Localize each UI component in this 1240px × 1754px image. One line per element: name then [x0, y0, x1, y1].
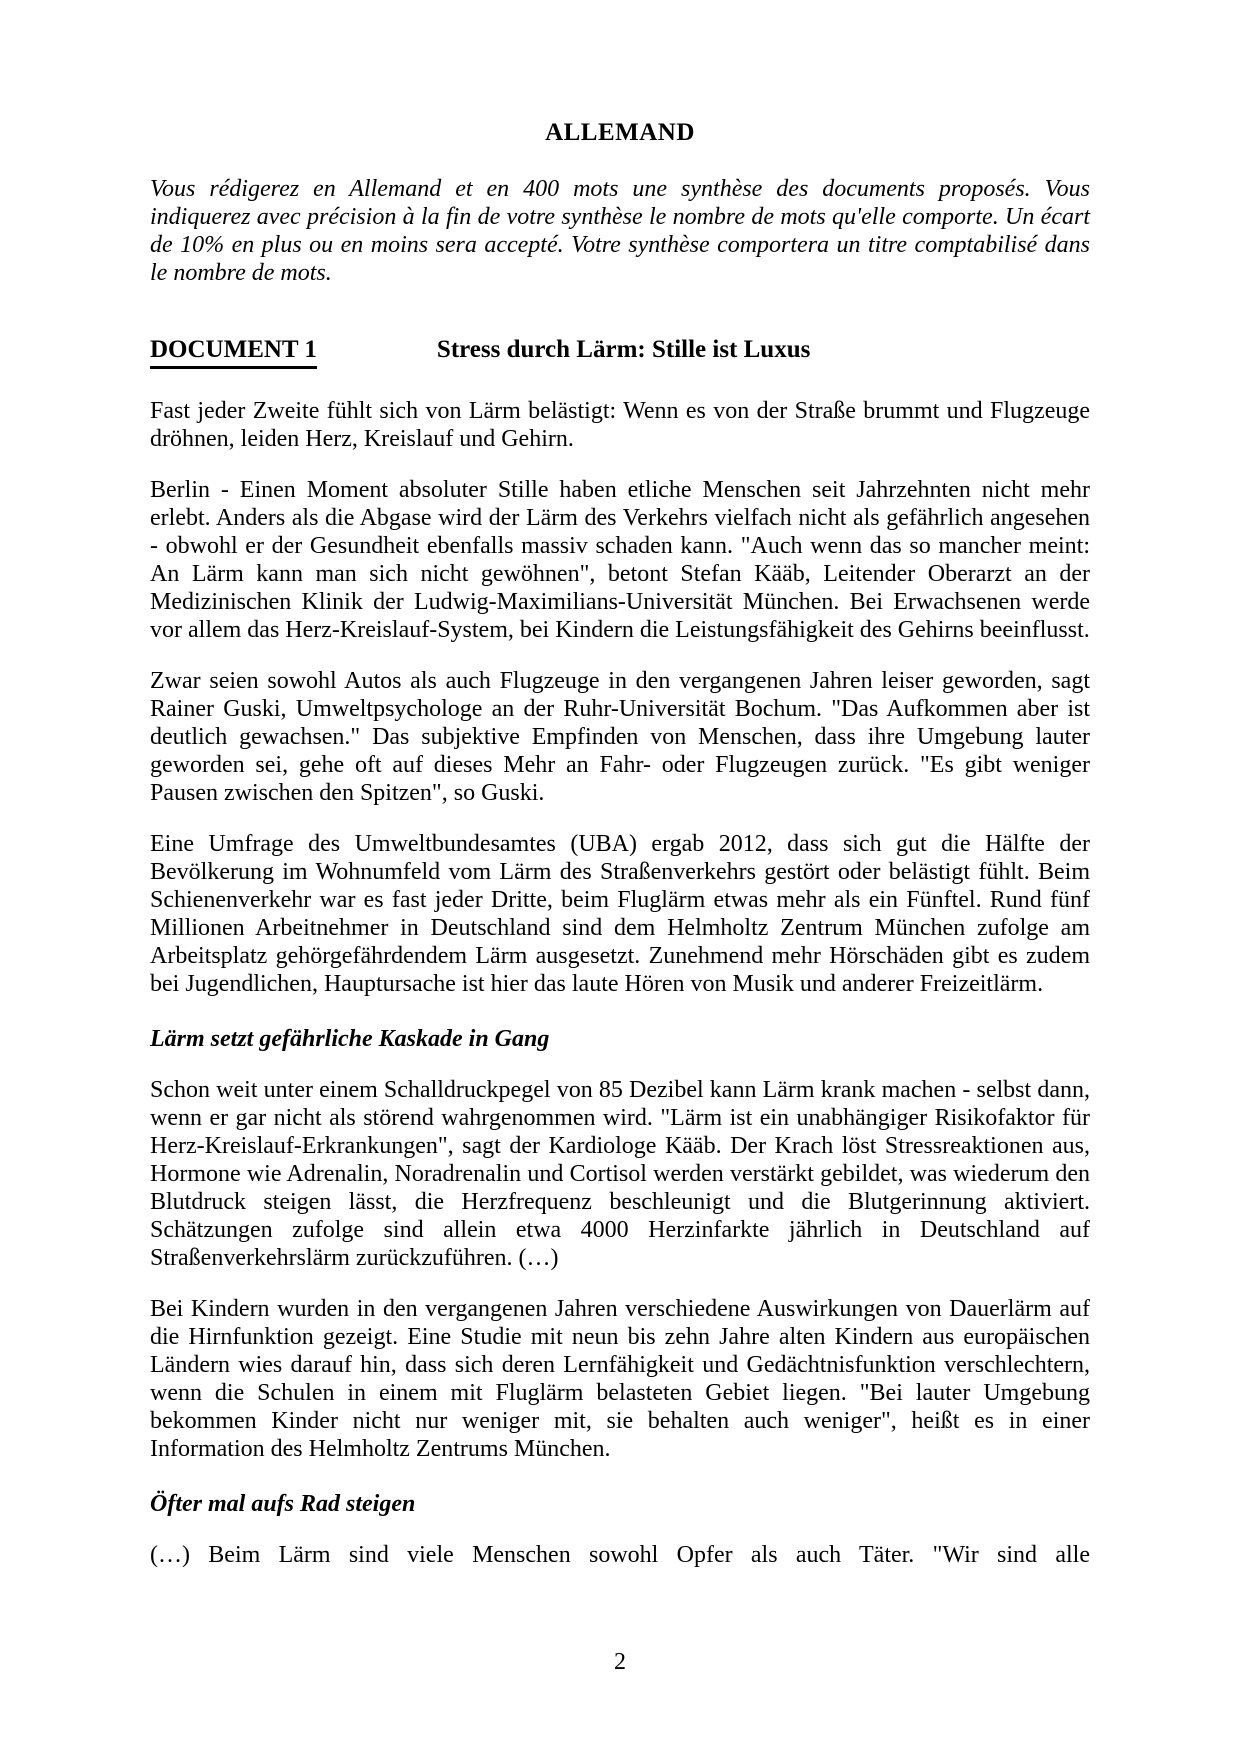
document1-title: Stress durch Lärm: Stille ist Luxus	[436, 336, 811, 363]
paragraph: Bei Kindern wurden in den vergangenen Jahren verschiedene Auswirkungen von Dauerlärm auf die Hirnfunktion gezeigt. Eine Studie mit neun bis zehn Jahre alten Kindern aus europäischen Ländern wies darauf hin, dass sich deren Lernfähigkeit und Gedächtnisfunktion verschlechtern, wenn die Schulen in einem mit Fluglärm belasteten Gebiet liegen. "Bei lauter Umgebung bekommen Kinder nicht nur weniger mit, sie behalten auch weniger", heißt es in einer Information des Helmholtz Zentrums München.	[150, 1296, 1090, 1462]
paragraph-lead: Fast jeder Zweite fühlt sich von Lärm belästigt: Wenn es von der Straße brummt und Flugzeuge dröhnen, leiden Herz, Kreislauf und Gehirn.	[150, 398, 1090, 452]
section-heading-kaskade: Lärm setzt gefährliche Kaskade in Gang	[150, 1026, 550, 1052]
section-heading-rad: Öfter mal aufs Rad steigen	[150, 1491, 416, 1517]
paragraph: Zwar seien sowohl Autos als auch Flugzeuge in den vergangenen Jahren leiser geworden, sagt Rainer Guski, Umweltpsychologe an der Ruhr-Universität Bochum. "Das Aufkommen aber ist deutlich gewachsen." Das subjektive Empfinden von Menschen, dass ihre Umgebung lauter geworden sei, gehe oft auf dieses Mehr an Fahr- oder Flugzeugen zurück. "Es gibt weniger Pausen zwischen den Spitzen", so Guski.	[150, 668, 1090, 806]
paragraph: Schon weit unter einem Schalldruckpegel von 85 Dezibel kann Lärm krank machen - selbst dann, wenn er gar nicht als störend wahrgenommen wird. "Lärm ist ein unabhängiger Risikofaktor für Herz-Kreislauf-Erkrankungen", sagt der Kardiologe Kääb. Der Krach löst Stressreaktionen aus, Hormone wie Adrenalin, Noradrenalin und Cortisol werden verstärkt gebildet, was wiederum den Blutdruck steigen lässt, die Herzfrequenz beschleunigt und die Blutgerinnung aktiviert. Schätzungen zufolge sind allein etwa 4000 Herzinfarkte jährlich in Deutschland auf Straßenverkehrslärm zurückzuführen. (…)	[150, 1077, 1090, 1271]
document1-header	[150, 335, 1090, 369]
paragraph-truncated: (…) Beim Lärm sind viele Menschen sowohl Opfer als auch Täter. "Wir sind alle	[150, 1542, 1090, 1568]
paragraph: Berlin - Einen Moment absoluter Stille haben etliche Menschen seit Jahrzehnten nicht mehr erlebt. Anders als die Abgase wird der Lärm des Verkehrs vielfach nicht als gefährlich angesehen - obwohl er der Gesundheit ebenfalls massiv schaden kann. "Auch wenn das so mancher meint: An Lärm kann man sich nicht gewöhnen", betont Stefan Kääb, Leitender Oberarzt an der Medizinischen Klinik der Ludwig-Maximilians-Universität München. Bei Erwachsenen werde vor allem das Herz-Kreislauf-System, bei Kindern die Leistungsfähigkeit des Gehirns beeinflusst.	[150, 477, 1090, 643]
document1-label: DOCUMENT 1	[150, 335, 317, 369]
page-title: ALLEMAND	[545, 119, 695, 146]
paragraph: Eine Umfrage des Umweltbundesamtes (UBA) ergab 2012, dass sich gut die Hälfte der Bevölkerung im Wohnumfeld vom Lärm des Straßenverkehrs gestört oder belästigt fühlt. Beim Schienenverkehr war es fast jeder Dritte, beim Fluglärm etwas mehr als ein Fünftel. Rund fünf Millionen Arbeitnehmer in Deutschland sind dem Helmholtz Zentrum München zufolge am Arbeitsplatz gehörgefährdendem Lärm ausgesetzt. Zunehmend mehr Hörschäden gibt es zudem bei Jugendlichen, Hauptursache ist hier das laute Hören von Musik und anderer Freizeitlärm.	[150, 831, 1090, 997]
instructions-paragraph: Vous rédigerez en Allemand et en 400 mots une synthèse des documents proposés. Vous indiquerez avec précision à la fin de votre synthèse le nombre de mots qu'elle comporte. Un écart de 10% en plus ou en moins sera accepté. Votre synthèse comportera un titre comptabilisé dans le nombre de mots.	[150, 176, 1090, 286]
page-number: 2	[614, 1649, 626, 1675]
